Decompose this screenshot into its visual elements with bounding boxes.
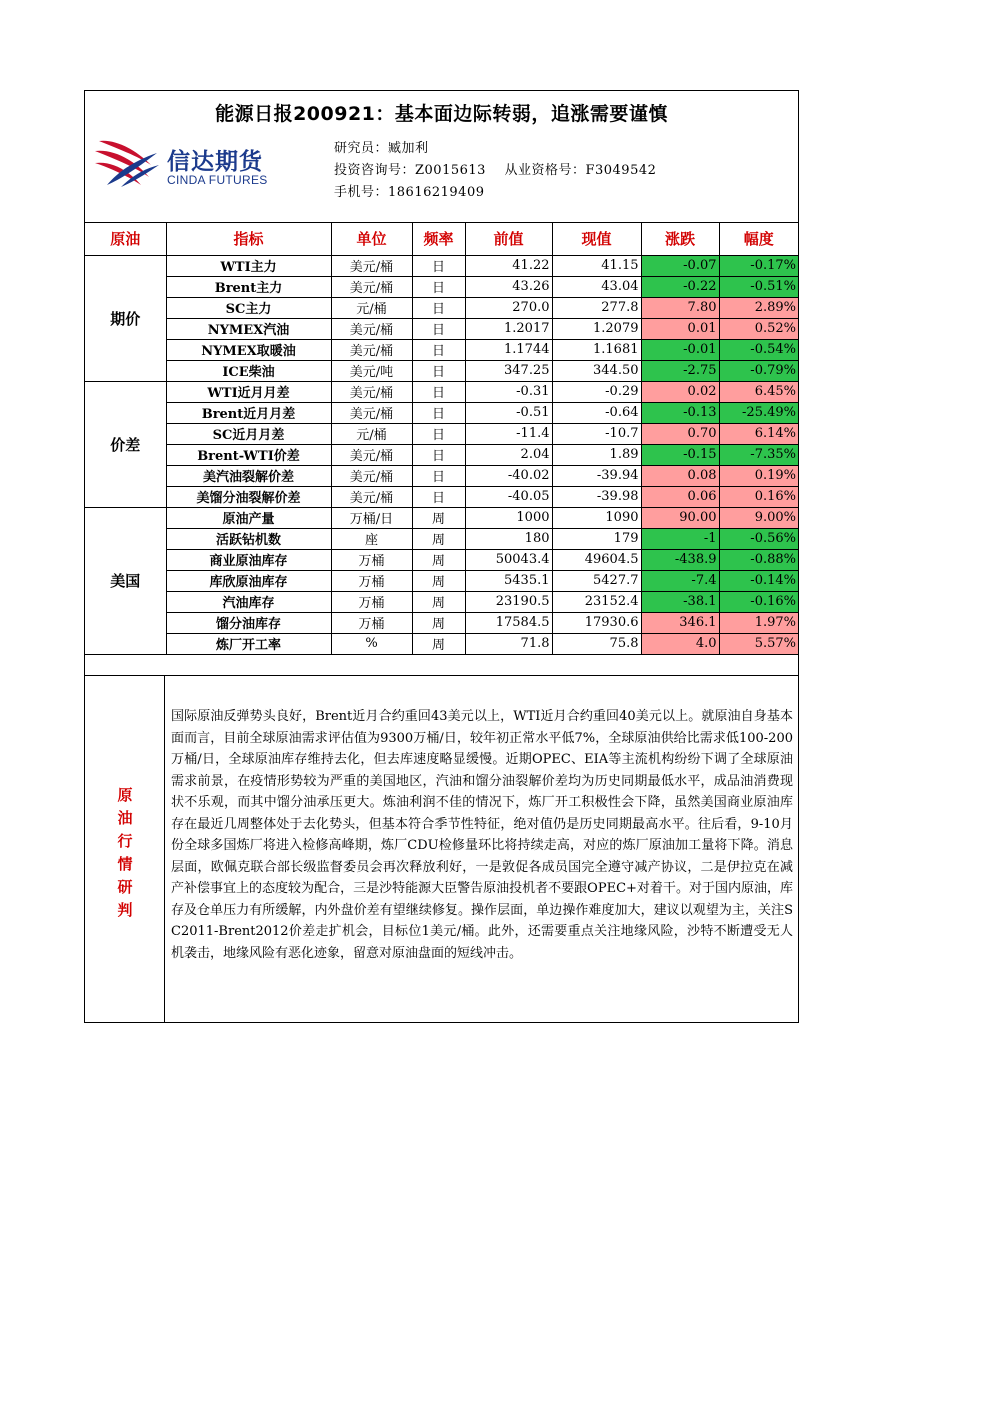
table-row: [85, 486, 798, 507]
change-cell: -0.01: [641, 339, 719, 360]
frequency-cell: 日: [412, 318, 465, 339]
previous-value-cell: 71.8: [465, 633, 552, 654]
previous-value-cell: 2.04: [465, 444, 552, 465]
change-cell: -38.1: [641, 591, 719, 612]
indicator-cell: NYMEX汽油: [166, 318, 331, 339]
unit-cell: 元/桶: [331, 423, 412, 444]
frequency-cell: 日: [412, 402, 465, 423]
frequency-cell: 周: [412, 549, 465, 570]
table-row: [85, 297, 798, 318]
change-cell: 0.02: [641, 381, 719, 402]
table-row: [85, 360, 798, 381]
analysis-text: 国际原油反弹势头良好，Brent近月合约重回43美元以上，WTI近月合约重回40美元以上。就原油自身基本面而言，目前全球原油需求评估值为9300万桶/日，较年初正常水平低7%，全球原油供给比需求低100-200万桶/日，全球原油库存维持去化，但去库速度略显缓慢。近期OPEC、EIA等主流机构纷纷下调了全球原油需求前景，在疫情形势较为严重的美国地区，汽油和馏分油裂解价差均为历史同期最低水平，成品油消费现状不乐观，而其中馏分油承压更大。炼油利润不佳的情况下，炼厂开工积极性会下降，虽然美国商业原油库存在最近几周整体处于去化势头，但基本符合季节性特征，绝对值仍是历史同期最高水平。往后看，9-10月份全球多国炼厂将进入检修高峰期，炼厂CDU检修量环比将持续走高，对应的炼厂原油加工量将下降。消息层面，欧佩克联合部长级监督委员会再次释放利好，一是敦促各成员国完全遵守减产协议，二是伊拉克在减产补偿事宜上的态度较为配合，三是沙特能源大臣警告原油投机者不要跟OPEC+对着干。对于国内原油，库存及仓单压力有所缓解，内外盘价差有望继续修复。操作层面，单边操作难度加大，建议以观望为主，关注SC2011-Brent2012价差走扩机会，目标位1美元/桶。此外，还需要重点关注地缘风险，沙特不断遭受无人机袭击，地缘风险有恶化迹象，留意对原油盘面的短线冲击。: [171, 709, 793, 961]
frequency-cell: 日: [412, 339, 465, 360]
table-row: [85, 402, 798, 423]
table-row: [85, 276, 798, 297]
frequency-cell: 日: [412, 465, 465, 486]
unit-cell: 美元/桶: [331, 402, 412, 423]
change-cell: -1: [641, 528, 719, 549]
logo-english-name: CINDA FUTURES: [167, 173, 268, 187]
change-percent-cell: -0.56%: [719, 528, 798, 549]
change-cell: -0.22: [641, 276, 719, 297]
indicator-cell: 库欣原油库存: [166, 570, 331, 591]
frequency-cell: 日: [412, 381, 465, 402]
unit-cell: 美元/桶: [331, 255, 412, 276]
current-value-cell: 23152.4: [552, 591, 641, 612]
change-percent-cell: 6.45%: [719, 381, 798, 402]
current-value-cell: 1.2079: [552, 318, 641, 339]
change-percent-cell: 5.57%: [719, 633, 798, 654]
column-header: 前值: [465, 222, 552, 255]
column-header: 指标: [166, 222, 331, 255]
previous-value-cell: -0.51: [465, 402, 552, 423]
unit-cell: 万桶/日: [331, 507, 412, 528]
current-value-cell: -39.94: [552, 465, 641, 486]
analysis-label: 原油行情研判: [117, 786, 133, 919]
indicator-cell: SC近月月差: [166, 423, 331, 444]
previous-value-cell: -40.05: [465, 486, 552, 507]
column-header: 幅度: [719, 222, 798, 255]
logo-chinese-name: 信达期货: [167, 149, 263, 175]
current-value-cell: -0.29: [552, 381, 641, 402]
frequency-cell: 日: [412, 297, 465, 318]
current-value-cell: -10.7: [552, 423, 641, 444]
indicator-cell: WTI近月月差: [166, 381, 331, 402]
indicator-cell: Brent主力: [166, 276, 331, 297]
change-cell: 0.01: [641, 318, 719, 339]
table-row: [85, 633, 798, 654]
indicator-cell: Brent-WTI价差: [166, 444, 331, 465]
unit-cell: 座: [331, 528, 412, 549]
previous-value-cell: -40.02: [465, 465, 552, 486]
change-percent-cell: 6.14%: [719, 423, 798, 444]
indicator-cell: Brent近月月差: [166, 402, 331, 423]
indicator-cell: 原油产量: [166, 507, 331, 528]
unit-cell: 万桶: [331, 549, 412, 570]
change-cell: -0.15: [641, 444, 719, 465]
previous-value-cell: 270.0: [465, 297, 552, 318]
change-cell: -0.13: [641, 402, 719, 423]
unit-cell: 美元/桶: [331, 465, 412, 486]
previous-value-cell: 1.1744: [465, 339, 552, 360]
current-value-cell: 5427.7: [552, 570, 641, 591]
unit-cell: 万桶: [331, 612, 412, 633]
change-percent-cell: -0.16%: [719, 591, 798, 612]
previous-value-cell: 180: [465, 528, 552, 549]
table-row: [85, 591, 798, 612]
previous-value-cell: -11.4: [465, 423, 552, 444]
change-percent-cell: 9.00%: [719, 507, 798, 528]
cinda-futures-logo: [93, 135, 293, 195]
indicator-table: [85, 222, 798, 655]
previous-value-cell: 23190.5: [465, 591, 552, 612]
previous-value-cell: -0.31: [465, 381, 552, 402]
change-percent-cell: 1.97%: [719, 612, 798, 633]
current-value-cell: 49604.5: [552, 549, 641, 570]
unit-cell: 万桶: [331, 591, 412, 612]
group-label: 美国: [85, 507, 166, 654]
frequency-cell: 日: [412, 360, 465, 381]
current-value-cell: 43.04: [552, 276, 641, 297]
change-percent-cell: -0.14%: [719, 570, 798, 591]
frequency-cell: 周: [412, 528, 465, 549]
column-header: 涨跌: [641, 222, 719, 255]
current-value-cell: 75.8: [552, 633, 641, 654]
cinda-logo-icon: [93, 135, 159, 189]
report-title: 能源日报200921：基本面边际转弱，追涨需要谨慎: [215, 103, 668, 125]
current-value-cell: 1.1681: [552, 339, 641, 360]
change-percent-cell: -0.88%: [719, 549, 798, 570]
change-percent-cell: -0.79%: [719, 360, 798, 381]
change-percent-cell: -25.49%: [719, 402, 798, 423]
change-cell: -2.75: [641, 360, 719, 381]
analysis-section: [85, 675, 798, 1023]
change-percent-cell: 2.89%: [719, 297, 798, 318]
table-row: [85, 318, 798, 339]
frequency-cell: 日: [412, 276, 465, 297]
change-cell: 0.70: [641, 423, 719, 444]
table-row: [85, 339, 798, 360]
indicator-cell: 美汽油裂解价差: [166, 465, 331, 486]
unit-cell: %: [331, 633, 412, 654]
table-row: [85, 528, 798, 549]
column-header: 现值: [552, 222, 641, 255]
column-header: 原油: [85, 222, 166, 255]
report: [84, 90, 799, 1023]
researcher-info: 研究员：臧加利: [334, 141, 429, 156]
unit-cell: 美元/桶: [331, 444, 412, 465]
current-value-cell: 179: [552, 528, 641, 549]
table-row: [85, 444, 798, 465]
change-percent-cell: 0.16%: [719, 486, 798, 507]
change-percent-cell: 0.19%: [719, 465, 798, 486]
table-header-row: [85, 222, 798, 255]
phone-info: 手机号：18616219409: [334, 185, 485, 200]
current-value-cell: 277.8: [552, 297, 641, 318]
frequency-cell: 日: [412, 444, 465, 465]
frequency-cell: 日: [412, 255, 465, 276]
current-value-cell: 41.15: [552, 255, 641, 276]
change-percent-cell: -0.51%: [719, 276, 798, 297]
unit-cell: 美元/吨: [331, 360, 412, 381]
frequency-cell: 周: [412, 612, 465, 633]
table-row: [85, 549, 798, 570]
change-cell: -0.07: [641, 255, 719, 276]
analysis-label-cell: [85, 676, 165, 1023]
change-cell: 90.00: [641, 507, 719, 528]
table-row: [85, 612, 798, 633]
frequency-cell: 日: [412, 423, 465, 444]
frequency-cell: 周: [412, 633, 465, 654]
indicator-cell: SC主力: [166, 297, 331, 318]
change-cell: -438.9: [641, 549, 719, 570]
unit-cell: 万桶: [331, 570, 412, 591]
unit-cell: 美元/桶: [331, 318, 412, 339]
frequency-cell: 周: [412, 507, 465, 528]
change-percent-cell: 0.52%: [719, 318, 798, 339]
previous-value-cell: 41.22: [465, 255, 552, 276]
current-value-cell: 17930.6: [552, 612, 641, 633]
change-cell: 0.06: [641, 486, 719, 507]
group-label: 期价: [85, 255, 166, 381]
previous-value-cell: 17584.5: [465, 612, 552, 633]
unit-cell: 美元/桶: [331, 486, 412, 507]
current-value-cell: -39.98: [552, 486, 641, 507]
change-percent-cell: -7.35%: [719, 444, 798, 465]
indicator-cell: 炼厂开工率: [166, 633, 331, 654]
license-info: 投资咨询号：Z0015613 从业资格号：F3049542: [334, 163, 657, 178]
current-value-cell: -0.64: [552, 402, 641, 423]
change-cell: 0.08: [641, 465, 719, 486]
change-cell: 4.0: [641, 633, 719, 654]
column-header: 单位: [331, 222, 412, 255]
indicator-cell: ICE柴油: [166, 360, 331, 381]
previous-value-cell: 347.25: [465, 360, 552, 381]
table-row: [85, 507, 798, 528]
previous-value-cell: 5435.1: [465, 570, 552, 591]
indicator-cell: WTI主力: [166, 255, 331, 276]
change-percent-cell: -0.54%: [719, 339, 798, 360]
table-row: [85, 465, 798, 486]
unit-cell: 美元/桶: [331, 339, 412, 360]
frequency-cell: 周: [412, 591, 465, 612]
previous-value-cell: 1.2017: [465, 318, 552, 339]
change-cell: -7.4: [641, 570, 719, 591]
frequency-cell: 日: [412, 486, 465, 507]
indicator-cell: 馏分油库存: [166, 612, 331, 633]
frequency-cell: 周: [412, 570, 465, 591]
unit-cell: 美元/桶: [331, 381, 412, 402]
indicator-cell: 商业原油库存: [166, 549, 331, 570]
previous-value-cell: 50043.4: [465, 549, 552, 570]
indicator-cell: 美馏分油裂解价差: [166, 486, 331, 507]
current-value-cell: 1090: [552, 507, 641, 528]
table-row: [85, 423, 798, 444]
change-cell: 7.80: [641, 297, 719, 318]
table-body: [85, 255, 798, 654]
report-header: [85, 91, 798, 223]
group-label: 价差: [85, 381, 166, 507]
unit-cell: 美元/桶: [331, 276, 412, 297]
unit-cell: 元/桶: [331, 297, 412, 318]
current-value-cell: 1.89: [552, 444, 641, 465]
table-row: [85, 381, 798, 402]
change-cell: 346.1: [641, 612, 719, 633]
indicator-cell: 活跃钻机数: [166, 528, 331, 549]
table-row: [85, 255, 798, 276]
change-percent-cell: -0.17%: [719, 255, 798, 276]
current-value-cell: 344.50: [552, 360, 641, 381]
indicator-cell: NYMEX取暖油: [166, 339, 331, 360]
previous-value-cell: 1000: [465, 507, 552, 528]
previous-value-cell: 43.26: [465, 276, 552, 297]
indicator-cell: 汽油库存: [166, 591, 331, 612]
column-header: 频率: [412, 222, 465, 255]
table-row: [85, 570, 798, 591]
